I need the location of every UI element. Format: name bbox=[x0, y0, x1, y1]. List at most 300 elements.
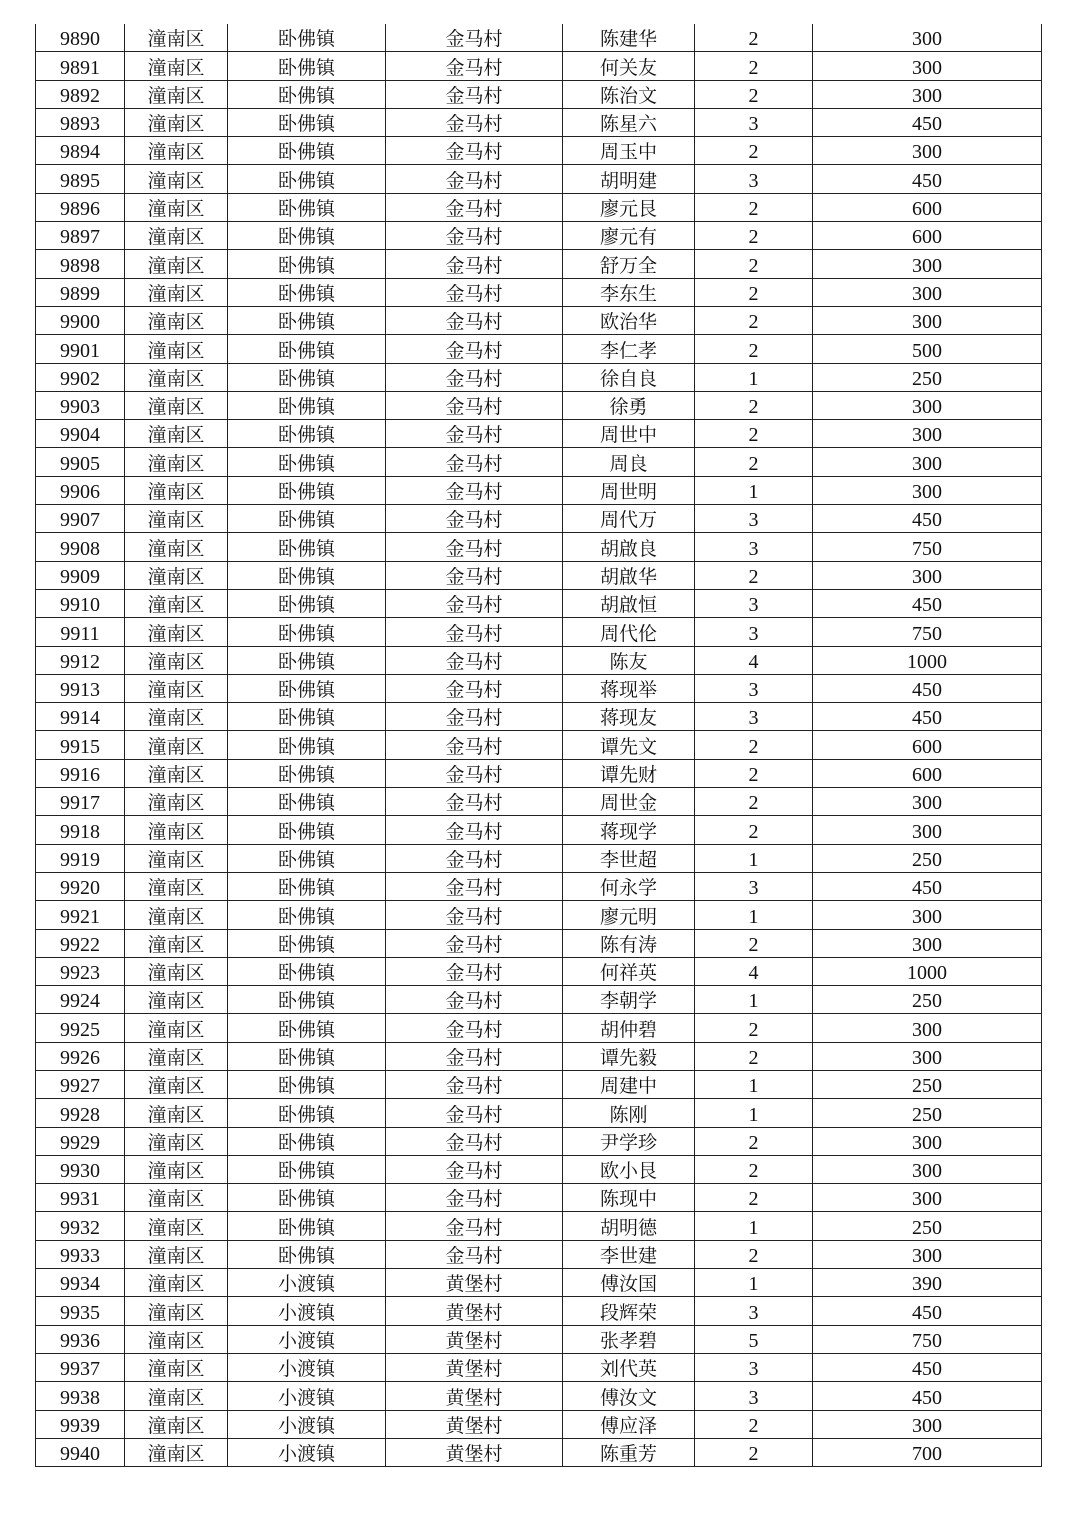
village-cell: 金马村 bbox=[386, 505, 563, 533]
count-cell: 2 bbox=[695, 929, 813, 957]
amount-cell: 250 bbox=[813, 1099, 1042, 1127]
table-row bbox=[36, 1269, 1042, 1297]
village-cell: 金马村 bbox=[386, 674, 563, 702]
district-cell: 潼南区 bbox=[125, 505, 228, 533]
table-row bbox=[36, 561, 1042, 589]
village-cell: 金马村 bbox=[386, 589, 563, 617]
district-cell: 潼南区 bbox=[125, 1070, 228, 1098]
amount-cell: 300 bbox=[813, 24, 1042, 52]
district-cell: 潼南区 bbox=[125, 52, 228, 80]
row-number-cell: 9921 bbox=[36, 901, 125, 929]
row-number-cell: 9917 bbox=[36, 788, 125, 816]
district-cell: 潼南区 bbox=[125, 1099, 228, 1127]
table-row bbox=[36, 703, 1042, 731]
row-number-cell: 9923 bbox=[36, 957, 125, 985]
town-cell: 卧佛镇 bbox=[228, 420, 386, 448]
town-cell: 卧佛镇 bbox=[228, 1184, 386, 1212]
name-cell: 胡明德 bbox=[563, 1212, 695, 1240]
row-number-cell: 9934 bbox=[36, 1269, 125, 1297]
town-cell: 卧佛镇 bbox=[228, 703, 386, 731]
row-number-cell: 9902 bbox=[36, 363, 125, 391]
district-cell: 潼南区 bbox=[125, 1042, 228, 1070]
district-cell: 潼南区 bbox=[125, 1155, 228, 1183]
row-number-cell: 9924 bbox=[36, 986, 125, 1014]
district-cell: 潼南区 bbox=[125, 420, 228, 448]
town-cell: 卧佛镇 bbox=[228, 222, 386, 250]
name-cell: 欧治华 bbox=[563, 306, 695, 334]
count-cell: 1 bbox=[695, 1212, 813, 1240]
district-cell: 潼南区 bbox=[125, 957, 228, 985]
name-cell: 刘代英 bbox=[563, 1353, 695, 1381]
town-cell: 小渡镇 bbox=[228, 1297, 386, 1325]
name-cell: 李世建 bbox=[563, 1240, 695, 1268]
amount-cell: 300 bbox=[813, 901, 1042, 929]
table-row bbox=[36, 901, 1042, 929]
count-cell: 2 bbox=[695, 80, 813, 108]
count-cell: 2 bbox=[695, 335, 813, 363]
village-cell: 金马村 bbox=[386, 1212, 563, 1240]
district-cell: 潼南区 bbox=[125, 759, 228, 787]
row-number-cell: 9940 bbox=[36, 1438, 125, 1466]
amount-cell: 450 bbox=[813, 872, 1042, 900]
table-row bbox=[36, 759, 1042, 787]
district-cell: 潼南区 bbox=[125, 1184, 228, 1212]
amount-cell: 300 bbox=[813, 1155, 1042, 1183]
table-row bbox=[36, 391, 1042, 419]
town-cell: 卧佛镇 bbox=[228, 957, 386, 985]
village-cell: 金马村 bbox=[386, 1127, 563, 1155]
village-cell: 金马村 bbox=[386, 788, 563, 816]
row-number-cell: 9903 bbox=[36, 391, 125, 419]
town-cell: 卧佛镇 bbox=[228, 391, 386, 419]
table-row bbox=[36, 278, 1042, 306]
district-cell: 潼南区 bbox=[125, 986, 228, 1014]
village-cell: 黄堡村 bbox=[386, 1410, 563, 1438]
district-cell: 潼南区 bbox=[125, 1014, 228, 1042]
town-cell: 卧佛镇 bbox=[228, 1155, 386, 1183]
count-cell: 4 bbox=[695, 646, 813, 674]
village-cell: 金马村 bbox=[386, 1155, 563, 1183]
amount-cell: 700 bbox=[813, 1438, 1042, 1466]
town-cell: 卧佛镇 bbox=[228, 759, 386, 787]
table-row bbox=[36, 1325, 1042, 1353]
amount-cell: 300 bbox=[813, 1127, 1042, 1155]
amount-cell: 300 bbox=[813, 391, 1042, 419]
row-number-cell: 9932 bbox=[36, 1212, 125, 1240]
district-cell: 潼南区 bbox=[125, 335, 228, 363]
amount-cell: 300 bbox=[813, 448, 1042, 476]
count-cell: 2 bbox=[695, 137, 813, 165]
town-cell: 卧佛镇 bbox=[228, 448, 386, 476]
row-number-cell: 9927 bbox=[36, 1070, 125, 1098]
row-number-cell: 9908 bbox=[36, 533, 125, 561]
count-cell: 2 bbox=[695, 193, 813, 221]
district-cell: 潼南区 bbox=[125, 589, 228, 617]
amount-cell: 600 bbox=[813, 193, 1042, 221]
town-cell: 卧佛镇 bbox=[228, 278, 386, 306]
town-cell: 卧佛镇 bbox=[228, 1127, 386, 1155]
town-cell: 卧佛镇 bbox=[228, 1042, 386, 1070]
town-cell: 卧佛镇 bbox=[228, 165, 386, 193]
amount-cell: 300 bbox=[813, 1184, 1042, 1212]
village-cell: 金马村 bbox=[386, 193, 563, 221]
town-cell: 小渡镇 bbox=[228, 1325, 386, 1353]
amount-cell: 300 bbox=[813, 929, 1042, 957]
name-cell: 段辉荣 bbox=[563, 1297, 695, 1325]
district-cell: 潼南区 bbox=[125, 674, 228, 702]
count-cell: 2 bbox=[695, 1127, 813, 1155]
row-number-cell: 9930 bbox=[36, 1155, 125, 1183]
district-cell: 潼南区 bbox=[125, 1325, 228, 1353]
amount-cell: 300 bbox=[813, 816, 1042, 844]
village-cell: 金马村 bbox=[386, 533, 563, 561]
name-cell: 陈有涛 bbox=[563, 929, 695, 957]
village-cell: 金马村 bbox=[386, 816, 563, 844]
count-cell: 2 bbox=[695, 306, 813, 334]
count-cell: 2 bbox=[695, 1184, 813, 1212]
table-row bbox=[36, 1410, 1042, 1438]
row-number-cell: 9914 bbox=[36, 703, 125, 731]
row-number-cell: 9890 bbox=[36, 24, 125, 52]
row-number-cell: 9937 bbox=[36, 1353, 125, 1381]
district-cell: 潼南区 bbox=[125, 1212, 228, 1240]
table-row bbox=[36, 816, 1042, 844]
count-cell: 2 bbox=[695, 52, 813, 80]
row-number-cell: 9897 bbox=[36, 222, 125, 250]
amount-cell: 450 bbox=[813, 703, 1042, 731]
district-cell: 潼南区 bbox=[125, 1382, 228, 1410]
amount-cell: 450 bbox=[813, 589, 1042, 617]
count-cell: 1 bbox=[695, 1070, 813, 1098]
village-cell: 黄堡村 bbox=[386, 1325, 563, 1353]
count-cell: 1 bbox=[695, 363, 813, 391]
row-number-cell: 9935 bbox=[36, 1297, 125, 1325]
count-cell: 3 bbox=[695, 1382, 813, 1410]
village-cell: 金马村 bbox=[386, 844, 563, 872]
town-cell: 卧佛镇 bbox=[228, 137, 386, 165]
district-cell: 潼南区 bbox=[125, 363, 228, 391]
village-cell: 金马村 bbox=[386, 420, 563, 448]
table-row bbox=[36, 1382, 1042, 1410]
name-cell: 廖元艮 bbox=[563, 193, 695, 221]
count-cell: 3 bbox=[695, 703, 813, 731]
count-cell: 1 bbox=[695, 986, 813, 1014]
town-cell: 卧佛镇 bbox=[228, 193, 386, 221]
name-cell: 陈刚 bbox=[563, 1099, 695, 1127]
village-cell: 金马村 bbox=[386, 872, 563, 900]
town-cell: 卧佛镇 bbox=[228, 929, 386, 957]
table-row bbox=[36, 929, 1042, 957]
amount-cell: 300 bbox=[813, 1410, 1042, 1438]
table-row bbox=[36, 137, 1042, 165]
row-number-cell: 9939 bbox=[36, 1410, 125, 1438]
name-cell: 廖元有 bbox=[563, 222, 695, 250]
village-cell: 金马村 bbox=[386, 391, 563, 419]
district-cell: 潼南区 bbox=[125, 901, 228, 929]
town-cell: 小渡镇 bbox=[228, 1353, 386, 1381]
table-row bbox=[36, 986, 1042, 1014]
village-cell: 金马村 bbox=[386, 335, 563, 363]
table-row bbox=[36, 1127, 1042, 1155]
table-row bbox=[36, 52, 1042, 80]
district-cell: 潼南区 bbox=[125, 646, 228, 674]
table-row bbox=[36, 193, 1042, 221]
count-cell: 4 bbox=[695, 957, 813, 985]
count-cell: 3 bbox=[695, 108, 813, 136]
name-cell: 何永学 bbox=[563, 872, 695, 900]
town-cell: 卧佛镇 bbox=[228, 731, 386, 759]
count-cell: 3 bbox=[695, 1353, 813, 1381]
village-cell: 金马村 bbox=[386, 250, 563, 278]
count-cell: 2 bbox=[695, 448, 813, 476]
count-cell: 2 bbox=[695, 561, 813, 589]
row-number-cell: 9892 bbox=[36, 80, 125, 108]
village-cell: 黄堡村 bbox=[386, 1269, 563, 1297]
district-cell: 潼南区 bbox=[125, 618, 228, 646]
town-cell: 卧佛镇 bbox=[228, 872, 386, 900]
village-cell: 金马村 bbox=[386, 165, 563, 193]
town-cell: 卧佛镇 bbox=[228, 788, 386, 816]
count-cell: 1 bbox=[695, 1269, 813, 1297]
name-cell: 何关友 bbox=[563, 52, 695, 80]
district-cell: 潼南区 bbox=[125, 476, 228, 504]
name-cell: 廖元明 bbox=[563, 901, 695, 929]
table-row bbox=[36, 1184, 1042, 1212]
village-cell: 金马村 bbox=[386, 137, 563, 165]
amount-cell: 1000 bbox=[813, 646, 1042, 674]
row-number-cell: 9899 bbox=[36, 278, 125, 306]
town-cell: 卧佛镇 bbox=[228, 901, 386, 929]
amount-cell: 450 bbox=[813, 165, 1042, 193]
town-cell: 卧佛镇 bbox=[228, 24, 386, 52]
table-row bbox=[36, 1099, 1042, 1127]
count-cell: 3 bbox=[695, 589, 813, 617]
count-cell: 1 bbox=[695, 844, 813, 872]
count-cell: 5 bbox=[695, 1325, 813, 1353]
amount-cell: 600 bbox=[813, 222, 1042, 250]
table-row bbox=[36, 80, 1042, 108]
village-cell: 金马村 bbox=[386, 80, 563, 108]
row-number-cell: 9894 bbox=[36, 137, 125, 165]
row-number-cell: 9916 bbox=[36, 759, 125, 787]
village-cell: 金马村 bbox=[386, 731, 563, 759]
row-number-cell: 9909 bbox=[36, 561, 125, 589]
town-cell: 小渡镇 bbox=[228, 1269, 386, 1297]
count-cell: 2 bbox=[695, 1438, 813, 1466]
name-cell: 张孝碧 bbox=[563, 1325, 695, 1353]
name-cell: 胡啟恒 bbox=[563, 589, 695, 617]
district-cell: 潼南区 bbox=[125, 193, 228, 221]
name-cell: 谭先财 bbox=[563, 759, 695, 787]
district-cell: 潼南区 bbox=[125, 1127, 228, 1155]
village-cell: 金马村 bbox=[386, 222, 563, 250]
count-cell: 1 bbox=[695, 1099, 813, 1127]
district-cell: 潼南区 bbox=[125, 165, 228, 193]
row-number-cell: 9896 bbox=[36, 193, 125, 221]
count-cell: 2 bbox=[695, 816, 813, 844]
town-cell: 卧佛镇 bbox=[228, 476, 386, 504]
row-number-cell: 9898 bbox=[36, 250, 125, 278]
town-cell: 卧佛镇 bbox=[228, 674, 386, 702]
district-cell: 潼南区 bbox=[125, 1240, 228, 1268]
table-row bbox=[36, 1014, 1042, 1042]
village-cell: 金马村 bbox=[386, 278, 563, 306]
table-row bbox=[36, 646, 1042, 674]
table-row bbox=[36, 448, 1042, 476]
table-row bbox=[36, 1070, 1042, 1098]
district-cell: 潼南区 bbox=[125, 306, 228, 334]
name-cell: 胡啟华 bbox=[563, 561, 695, 589]
table-row bbox=[36, 788, 1042, 816]
table-row bbox=[36, 1240, 1042, 1268]
row-number-cell: 9938 bbox=[36, 1382, 125, 1410]
table-row bbox=[36, 505, 1042, 533]
table-row bbox=[36, 674, 1042, 702]
district-cell: 潼南区 bbox=[125, 844, 228, 872]
amount-cell: 250 bbox=[813, 844, 1042, 872]
count-cell: 3 bbox=[695, 505, 813, 533]
amount-cell: 250 bbox=[813, 363, 1042, 391]
count-cell: 2 bbox=[695, 788, 813, 816]
count-cell: 1 bbox=[695, 476, 813, 504]
count-cell: 3 bbox=[695, 1297, 813, 1325]
row-number-cell: 9904 bbox=[36, 420, 125, 448]
table-body bbox=[36, 24, 1042, 1467]
district-cell: 潼南区 bbox=[125, 731, 228, 759]
town-cell: 卧佛镇 bbox=[228, 816, 386, 844]
row-number-cell: 9931 bbox=[36, 1184, 125, 1212]
row-number-cell: 9906 bbox=[36, 476, 125, 504]
town-cell: 卧佛镇 bbox=[228, 505, 386, 533]
village-cell: 金马村 bbox=[386, 1042, 563, 1070]
town-cell: 卧佛镇 bbox=[228, 618, 386, 646]
name-cell: 傅应泽 bbox=[563, 1410, 695, 1438]
name-cell: 陈建华 bbox=[563, 24, 695, 52]
table-row bbox=[36, 222, 1042, 250]
amount-cell: 250 bbox=[813, 986, 1042, 1014]
name-cell: 周世金 bbox=[563, 788, 695, 816]
village-cell: 金马村 bbox=[386, 448, 563, 476]
village-cell: 金马村 bbox=[386, 1240, 563, 1268]
amount-cell: 600 bbox=[813, 759, 1042, 787]
amount-cell: 300 bbox=[813, 1042, 1042, 1070]
row-number-cell: 9912 bbox=[36, 646, 125, 674]
row-number-cell: 9900 bbox=[36, 306, 125, 334]
village-cell: 金马村 bbox=[386, 306, 563, 334]
table-row bbox=[36, 731, 1042, 759]
amount-cell: 390 bbox=[813, 1269, 1042, 1297]
table-row bbox=[36, 335, 1042, 363]
amount-cell: 750 bbox=[813, 533, 1042, 561]
amount-cell: 250 bbox=[813, 1070, 1042, 1098]
name-cell: 陈友 bbox=[563, 646, 695, 674]
table-row bbox=[36, 250, 1042, 278]
table-row bbox=[36, 1438, 1042, 1466]
town-cell: 卧佛镇 bbox=[228, 1014, 386, 1042]
count-cell: 2 bbox=[695, 1240, 813, 1268]
village-cell: 金马村 bbox=[386, 1070, 563, 1098]
amount-cell: 300 bbox=[813, 80, 1042, 108]
district-cell: 潼南区 bbox=[125, 1438, 228, 1466]
town-cell: 卧佛镇 bbox=[228, 1099, 386, 1127]
name-cell: 蒋现学 bbox=[563, 816, 695, 844]
count-cell: 2 bbox=[695, 1155, 813, 1183]
village-cell: 金马村 bbox=[386, 1099, 563, 1127]
name-cell: 何祥英 bbox=[563, 957, 695, 985]
row-number-cell: 9928 bbox=[36, 1099, 125, 1127]
table-row bbox=[36, 618, 1042, 646]
amount-cell: 300 bbox=[813, 250, 1042, 278]
name-cell: 欧小艮 bbox=[563, 1155, 695, 1183]
amount-cell: 500 bbox=[813, 335, 1042, 363]
amount-cell: 450 bbox=[813, 1353, 1042, 1381]
count-cell: 2 bbox=[695, 759, 813, 787]
village-cell: 金马村 bbox=[386, 986, 563, 1014]
village-cell: 金马村 bbox=[386, 108, 563, 136]
amount-cell: 600 bbox=[813, 731, 1042, 759]
village-cell: 金马村 bbox=[386, 24, 563, 52]
village-cell: 金马村 bbox=[386, 759, 563, 787]
district-cell: 潼南区 bbox=[125, 872, 228, 900]
district-cell: 潼南区 bbox=[125, 278, 228, 306]
amount-cell: 250 bbox=[813, 1212, 1042, 1240]
count-cell: 2 bbox=[695, 1042, 813, 1070]
table-row bbox=[36, 1353, 1042, 1381]
row-number-cell: 9920 bbox=[36, 872, 125, 900]
village-cell: 金马村 bbox=[386, 901, 563, 929]
row-number-cell: 9919 bbox=[36, 844, 125, 872]
name-cell: 周世中 bbox=[563, 420, 695, 448]
district-cell: 潼南区 bbox=[125, 1297, 228, 1325]
row-number-cell: 9893 bbox=[36, 108, 125, 136]
count-cell: 2 bbox=[695, 24, 813, 52]
name-cell: 胡仲碧 bbox=[563, 1014, 695, 1042]
district-cell: 潼南区 bbox=[125, 448, 228, 476]
amount-cell: 450 bbox=[813, 505, 1042, 533]
table-row bbox=[36, 589, 1042, 617]
town-cell: 卧佛镇 bbox=[228, 52, 386, 80]
name-cell: 周代伦 bbox=[563, 618, 695, 646]
row-number-cell: 9933 bbox=[36, 1240, 125, 1268]
row-number-cell: 9913 bbox=[36, 674, 125, 702]
row-number-cell: 9926 bbox=[36, 1042, 125, 1070]
name-cell: 周玉中 bbox=[563, 137, 695, 165]
amount-cell: 300 bbox=[813, 1240, 1042, 1268]
name-cell: 徐自良 bbox=[563, 363, 695, 391]
district-cell: 潼南区 bbox=[125, 108, 228, 136]
count-cell: 3 bbox=[695, 165, 813, 193]
count-cell: 3 bbox=[695, 872, 813, 900]
row-number-cell: 9895 bbox=[36, 165, 125, 193]
district-cell: 潼南区 bbox=[125, 1353, 228, 1381]
count-cell: 2 bbox=[695, 391, 813, 419]
table-row bbox=[36, 476, 1042, 504]
table-row bbox=[36, 24, 1042, 52]
district-cell: 潼南区 bbox=[125, 788, 228, 816]
name-cell: 蒋现举 bbox=[563, 674, 695, 702]
amount-cell: 300 bbox=[813, 420, 1042, 448]
name-cell: 李东生 bbox=[563, 278, 695, 306]
amount-cell: 300 bbox=[813, 476, 1042, 504]
table-row bbox=[36, 165, 1042, 193]
count-cell: 2 bbox=[695, 278, 813, 306]
table-row bbox=[36, 363, 1042, 391]
name-cell: 陈星六 bbox=[563, 108, 695, 136]
row-number-cell: 9922 bbox=[36, 929, 125, 957]
district-cell: 潼南区 bbox=[125, 703, 228, 731]
data-table bbox=[35, 24, 1042, 1467]
town-cell: 卧佛镇 bbox=[228, 306, 386, 334]
